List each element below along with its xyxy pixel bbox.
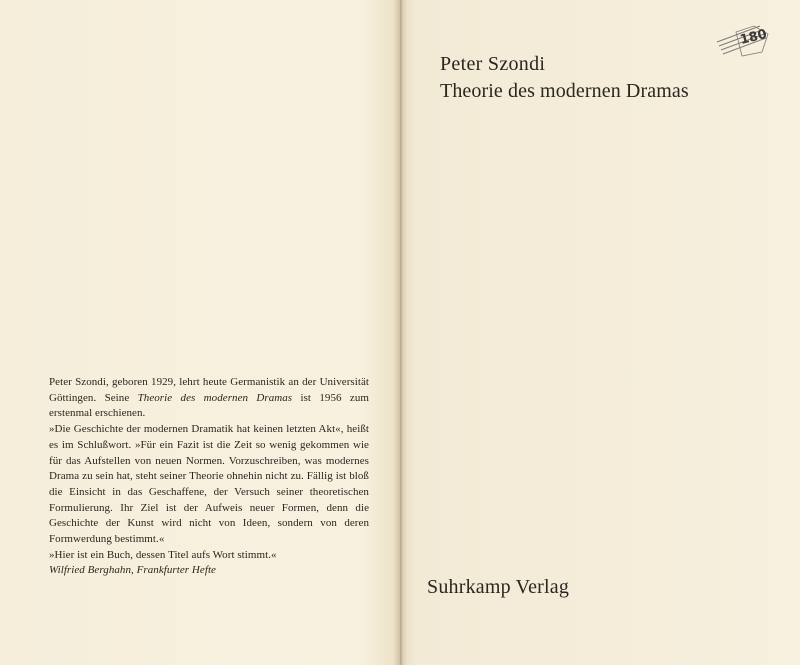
book-title: Theorie des modernen Dramas <box>440 80 689 102</box>
title-page <box>400 0 800 665</box>
blurb-review-credit: Wilfried Berghahn, Frankfurter Hefte <box>49 564 216 577</box>
back-cover-blurb <box>49 375 369 579</box>
blurb-lead-text: Peter Szondi, geboren 1929, lehrt heute Germanistik an der Universität Göttingen. Seine <box>49 376 369 404</box>
stamp-number: 180 <box>738 26 769 49</box>
blurb-review-quote: »Hier ist ein Buch, dessen Titel aufs Wort stimmt.« <box>49 548 277 561</box>
publisher-name: Suhrkamp Verlag <box>427 576 570 598</box>
blurb-book-title: Theorie des modernen Dramas <box>137 391 293 404</box>
blurb-tail-text: ist 1956 zum erstenmal erschienen. <box>49 391 369 420</box>
book-author: Peter Szondi <box>440 53 546 75</box>
blurb-quote-paragraph: »Die Geschichte der modernen Dramatik hat keinen letzten Akt«, heißt es im Schlußwort. »Für ein Fazit ist die Zeit so wenig gekommen wie für das Aufstellen von neuen Normen. Vorzuschreiben, was modernes Drama zu sein hat, steht seiner Theorie ohnehin nicht zu. Fällig ist bloß die Einsicht in das Geschaffene, der Versuch seiner theoretischen Formulierung. Ihr Ziel ist der Aufweis neuer Formen, denn die Geschichte der Kunst wird nicht von Ideen, sondern von deren Formwerdung bestimmt.« <box>49 423 369 546</box>
blurb-author-note <box>49 375 369 422</box>
